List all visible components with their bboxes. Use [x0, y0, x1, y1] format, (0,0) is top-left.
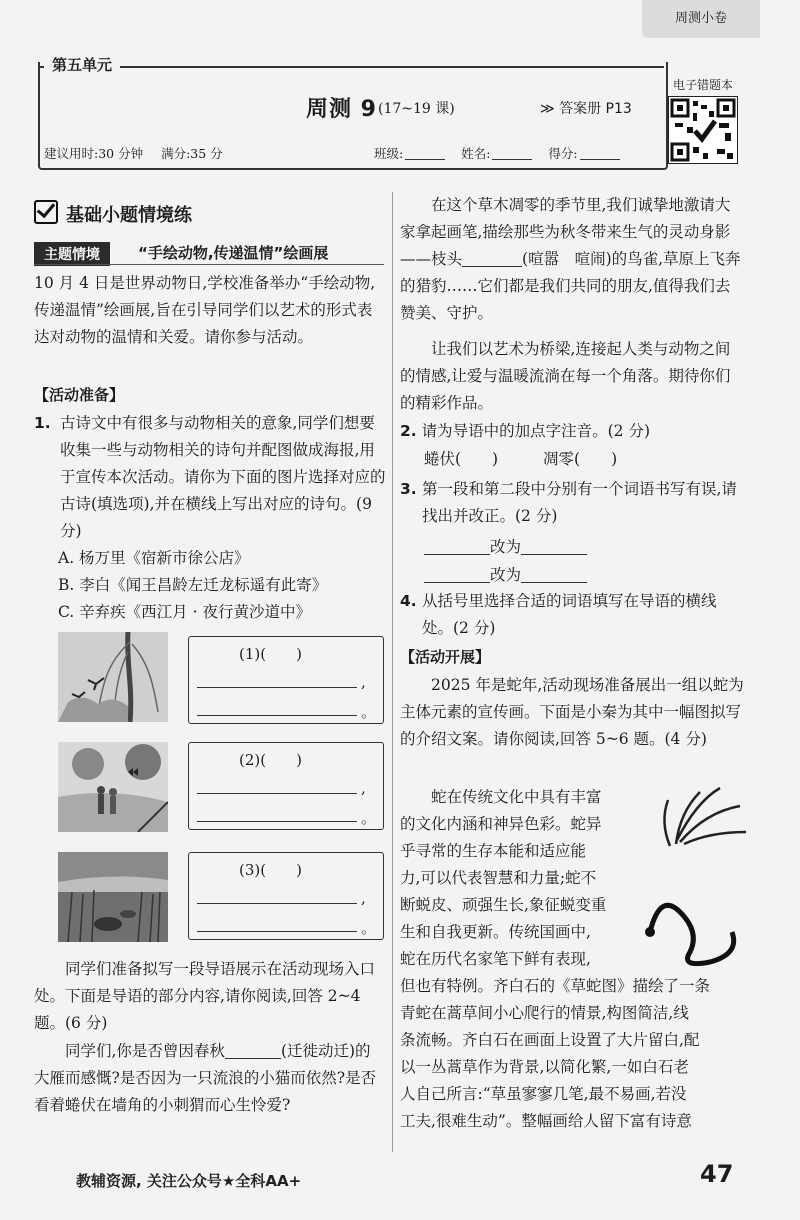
snake-line: 乎寻常的生存本能和适应能: [400, 842, 587, 860]
comma: ,: [361, 673, 366, 691]
guide-blank-2[interactable]: [462, 250, 522, 267]
option-c: C. 辛弃疾《西江月 · 夜行黄沙道中》: [58, 603, 311, 621]
q2-number: 2.: [400, 422, 417, 440]
answer-box-2: [188, 742, 384, 830]
open-intro: 2025 年是蛇年,活动现场准备展出一组以蛇为主体元素的宣传画。下面是小秦为其中一幅图拟写的介绍文案。请你阅读,回答 5~6 题。(4 分): [400, 676, 744, 748]
score-label: 得分:: [548, 146, 578, 161]
suggested-time: 建议用时:30 分钟: [44, 146, 144, 161]
question-2: [400, 418, 744, 445]
wrong-word-field[interactable]: [424, 566, 490, 583]
answer-line[interactable]: [197, 821, 357, 822]
prep-label: 【活动准备】: [34, 386, 125, 404]
q3-correction-2: [424, 562, 724, 589]
option-b: B. 李白《闻王昌龄左迁龙标遥有此寄》: [58, 576, 328, 594]
guide-p1-start: 同学们,你是否曾因春秋: [65, 1042, 225, 1060]
q2-text: 请为导语中的加点字注音。(2 分): [421, 422, 651, 440]
q3-text: 第一段和第二段中分别有一个词语书写有误,请找出并改正。(2 分): [422, 480, 737, 525]
option-a: A. 杨万里《宿新市徐公店》: [58, 549, 250, 567]
q2-word-2: 凋零( ): [543, 450, 618, 468]
column-divider: [392, 192, 393, 1152]
q2-word-1: 蜷伏( ): [424, 450, 499, 468]
class-label: 班级:: [374, 146, 404, 161]
answer-line[interactable]: [197, 687, 357, 688]
section-title: 基础小题情境练: [34, 200, 192, 227]
page-number: 47: [700, 1160, 734, 1188]
q4-text: 从括号里选择合适的词语填写在导语的横线处。(2 分): [422, 592, 717, 637]
qr-label: 电子错题本: [672, 78, 733, 92]
snake-line: 断蜕皮、顽强生长,象征蜕变重: [400, 896, 607, 914]
q1-text: 古诗文中有很多与动物相关的意象,同学们想要收集一些与动物相关的诗句并配图做成海报,用于宣传本次活动。请你为下面的图片选择对应的古诗(填选项),并在横线上写出对应的诗句。(9 分): [60, 414, 386, 540]
q1-number: 1.: [34, 414, 51, 432]
snake-line: 条流畅。齐白石在画面上设置了大片留白,配: [400, 1031, 700, 1049]
snake-line: 生和自我更新。传统国画中,: [400, 923, 591, 941]
change-to: 改为: [490, 566, 522, 584]
children-butterfly-image: [58, 742, 168, 832]
guide-p2-start: 在这个草木凋零的季节里,我们诚挚地激请大家拿起画笔,描绘那些为秋冬带来生气的灵动身影——枝头: [400, 196, 731, 268]
guide-blank-1[interactable]: [225, 1042, 281, 1059]
answer-line[interactable]: [197, 715, 357, 716]
corner-label: 周测小卷: [642, 0, 760, 38]
answer-box-1: [188, 636, 384, 724]
snake-line: 工夫,很难生动”。整幅画给人留下富有诗意: [400, 1112, 692, 1130]
qr-code-icon[interactable]: [668, 96, 738, 164]
guide-intro: 同学们准备拟写一段导语展示在活动现场入口处。下面是导语的部分内容,请你阅读,回答 2~4 题。(6 分): [34, 960, 376, 1032]
snake-line: 人自己所言:“草虽寥寥几笔,最不易画,若没: [400, 1085, 687, 1103]
intro-paragraph: 10 月 4 日是世界动物日,学校准备举办“手绘动物,传递温情”绘画展,旨在引导同学们以艺术的形式表达对动物的温情和关爱。请你参与活动。: [34, 274, 376, 346]
time-score-info: [44, 144, 223, 162]
answer-line[interactable]: [197, 903, 357, 904]
snake-line: 蛇在历代名家笔下鲜有表现,: [400, 950, 591, 968]
q4-number: 4.: [400, 592, 417, 610]
period: 。: [361, 809, 377, 827]
guide-p2-end: (喧嚣 喧闹)的鸟雀,草原上飞奔的猎豹……它们都是我们共同的朋友,值得我们去赞美、守护。: [400, 250, 741, 322]
checkbox-icon: [34, 200, 58, 224]
class-field[interactable]: [405, 147, 445, 160]
open-label: 【活动开展】: [400, 648, 491, 666]
score-field[interactable]: [580, 147, 620, 160]
snake-line: 青蛇在蒿草间小心爬行的情景,构图简洁,线: [400, 1004, 689, 1022]
snake-text-rest: [400, 973, 744, 1135]
comma: ,: [361, 889, 366, 907]
guide-paragraph-2: [400, 192, 744, 327]
snake-line: 力,可以代表智慧和力量;蛇不: [400, 869, 597, 887]
answer-box-3: [188, 852, 384, 940]
period: 。: [361, 919, 377, 937]
snake-line: 以一丛蒿草作为背景,以简化繁,一如白石老: [400, 1058, 689, 1076]
student-fields: [374, 144, 632, 162]
answer-line[interactable]: [197, 793, 357, 794]
name-field[interactable]: [492, 147, 532, 160]
period: 。: [361, 703, 377, 721]
theme-underline: [34, 264, 384, 265]
question-1: [34, 410, 386, 545]
wrong-word-field[interactable]: [424, 538, 490, 555]
guide-paragraph-1: [34, 1038, 386, 1119]
q3-number: 3.: [400, 480, 417, 498]
snake-painting-image: [640, 782, 752, 970]
correct-word-field[interactable]: [521, 538, 587, 555]
answer-reference: ≫ 答案册 P13: [540, 101, 632, 117]
theme-title: “手绘动物,传递温情”绘画展: [138, 244, 329, 262]
guide-p1-end: (迁徙动迁)的大雁而感慨?是否因为一只流浪的小猫而依然?是否看着蜷伏在墙角的小刺猬而心生怜爱?: [34, 1042, 377, 1114]
full-score: 满分:35 分: [161, 146, 223, 161]
correct-word-field[interactable]: [521, 566, 587, 583]
answer-line[interactable]: [197, 931, 357, 932]
test-lessons: (17~19 课): [378, 101, 455, 117]
question-4: [400, 588, 744, 642]
test-title: 周测 9: [306, 97, 377, 122]
theme-tag: 主题情境: [34, 242, 110, 266]
guide-paragraph-3: 让我们以艺术为桥梁,连接起人类与动物之间的情感,让爱与温暖流淌在每一个角落。期待你们的精彩作品。: [400, 340, 731, 412]
change-to: 改为: [490, 538, 522, 556]
snake-line: 的文化内涵和神异色彩。蛇异: [400, 815, 602, 833]
q1-options: [58, 545, 388, 626]
willow-swallows-image: [58, 632, 168, 722]
q3-correction-1: [424, 534, 724, 561]
unit-label: 第五单元: [44, 54, 120, 75]
question-3: [400, 476, 744, 530]
box3-label: (3)( ): [239, 861, 302, 879]
frog-field-image: [58, 852, 168, 942]
snake-line: 蛇在传统文化中具有丰富: [431, 788, 602, 806]
box2-label: (2)( ): [239, 751, 302, 769]
box1-label: (1)( ): [239, 645, 302, 663]
snake-text-wrap: [400, 784, 650, 973]
name-label: 姓名:: [461, 146, 491, 161]
comma: ,: [361, 779, 366, 797]
footer-text: 教辅资源, 关注公众号★全科AA+: [76, 1172, 302, 1190]
snake-line: 但也有特例。齐白石的《草蛇图》描绘了一条: [400, 977, 711, 995]
q2-words: [424, 446, 724, 473]
